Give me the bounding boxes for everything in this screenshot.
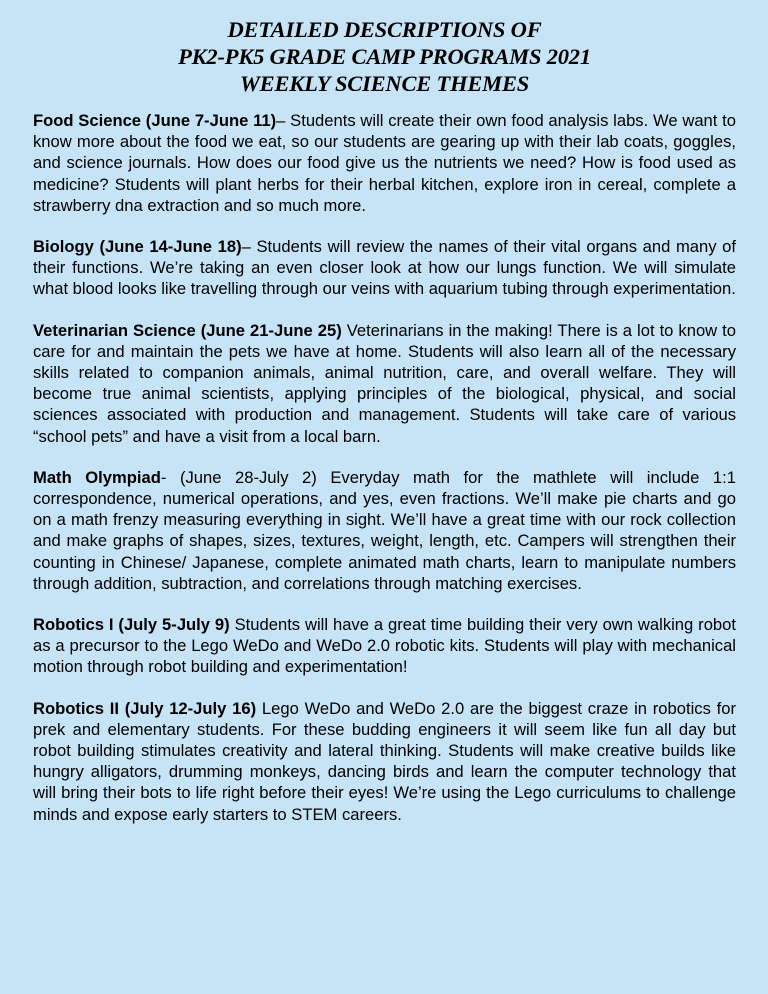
section-body: - (June 28-July 2) Everyday math for the mathlete will include 1:1 correspondence, numerical operations, and yes, even fractions. We’ll make pie charts and go on a math frenzy measuring everything in sight. We’ll have a great time with our rock collection and make graphs of shapes, sizes, textures, weight, length, etc. Campers will strengthen their counting in Chinese/ Japanese, complete animated math charts, learn to manipulate numbers through addition, subtraction, and correlations through matching exercises. <box>33 467 737 593</box>
section-biology <box>33 236 736 300</box>
section-math-olympiad <box>33 467 736 594</box>
heading-line-1: DETAILED DESCRIPTIONS OF <box>227 17 542 42</box>
heading-line-2: PK2-PK5 GRADE CAMP PROGRAMS 2021 <box>178 44 591 69</box>
section-robotics-2 <box>33 698 736 825</box>
section-food-science <box>33 110 736 216</box>
section-robotics-1 <box>33 614 736 678</box>
section-title: Food Science (June 7-June 11) <box>33 111 277 130</box>
section-body: Students will have a great time building their very own walking robot as a precursor to the Lego WeDo and WeDo 2.0 robotic kits. Students will play with mechanical motion through robot building and experimentation! <box>33 615 736 677</box>
section-title: Veterinarian Science (June 21-June 25) <box>33 320 342 340</box>
section-body: – Students will create their own food analysis labs. We want to know more about the food we eat, so our students are gearing up with their lab coats, goggles, and science journals. How does our food give us the nutrients we need? How is food used as medicine? Students will plant herbs for their herbal kitchen, explore iron in cereal, complete a strawberry dna extraction and so much more. <box>33 111 736 215</box>
section-body: Veterinarians in the making! There is a lot to know to care for and maintain the pets we have at home. Students will also learn all of the necessary skills related to companion animals, animal nutrition, care, and overall welfare. They will become true animal scientists, applying principles of the biological, physical, and social sciences associated with production and management. Students will take care of various “school pets” and have a visit from a local barn. <box>33 320 737 446</box>
section-title: Math Olympiad <box>33 467 161 487</box>
section-title: Robotics I (July 5-July 9) <box>33 615 230 635</box>
section-title: Biology (June 14-June 18) <box>33 237 242 257</box>
section-veterinarian-science <box>33 320 736 447</box>
section-body: – Students will review the names of their vital organs and many of their functions. We’re taking an even closer look at how our lungs function. We will simulate what blood looks like travelling through our veins with aquarium tubing through experimentation. <box>33 237 736 299</box>
section-body: Lego WeDo and WeDo 2.0 are the biggest craze in robotics for prek and elementary students. For these budding engineers it will seem like fun all day but robot building stimulates creativity and lateral thinking. Students will make creative builds like hungry alligators, drumming monkeys, dancing birds and learn the computer technology that will bring their bots to life right before their eyes! We’re using the Lego curriculums to challenge minds and expose early starters to STEM careers. <box>33 698 737 824</box>
heading-line-3: WEEKLY SCIENCE THEMES <box>239 71 530 96</box>
section-title: Robotics II (July 12-July 16) <box>33 698 257 718</box>
page-heading <box>33 16 736 97</box>
